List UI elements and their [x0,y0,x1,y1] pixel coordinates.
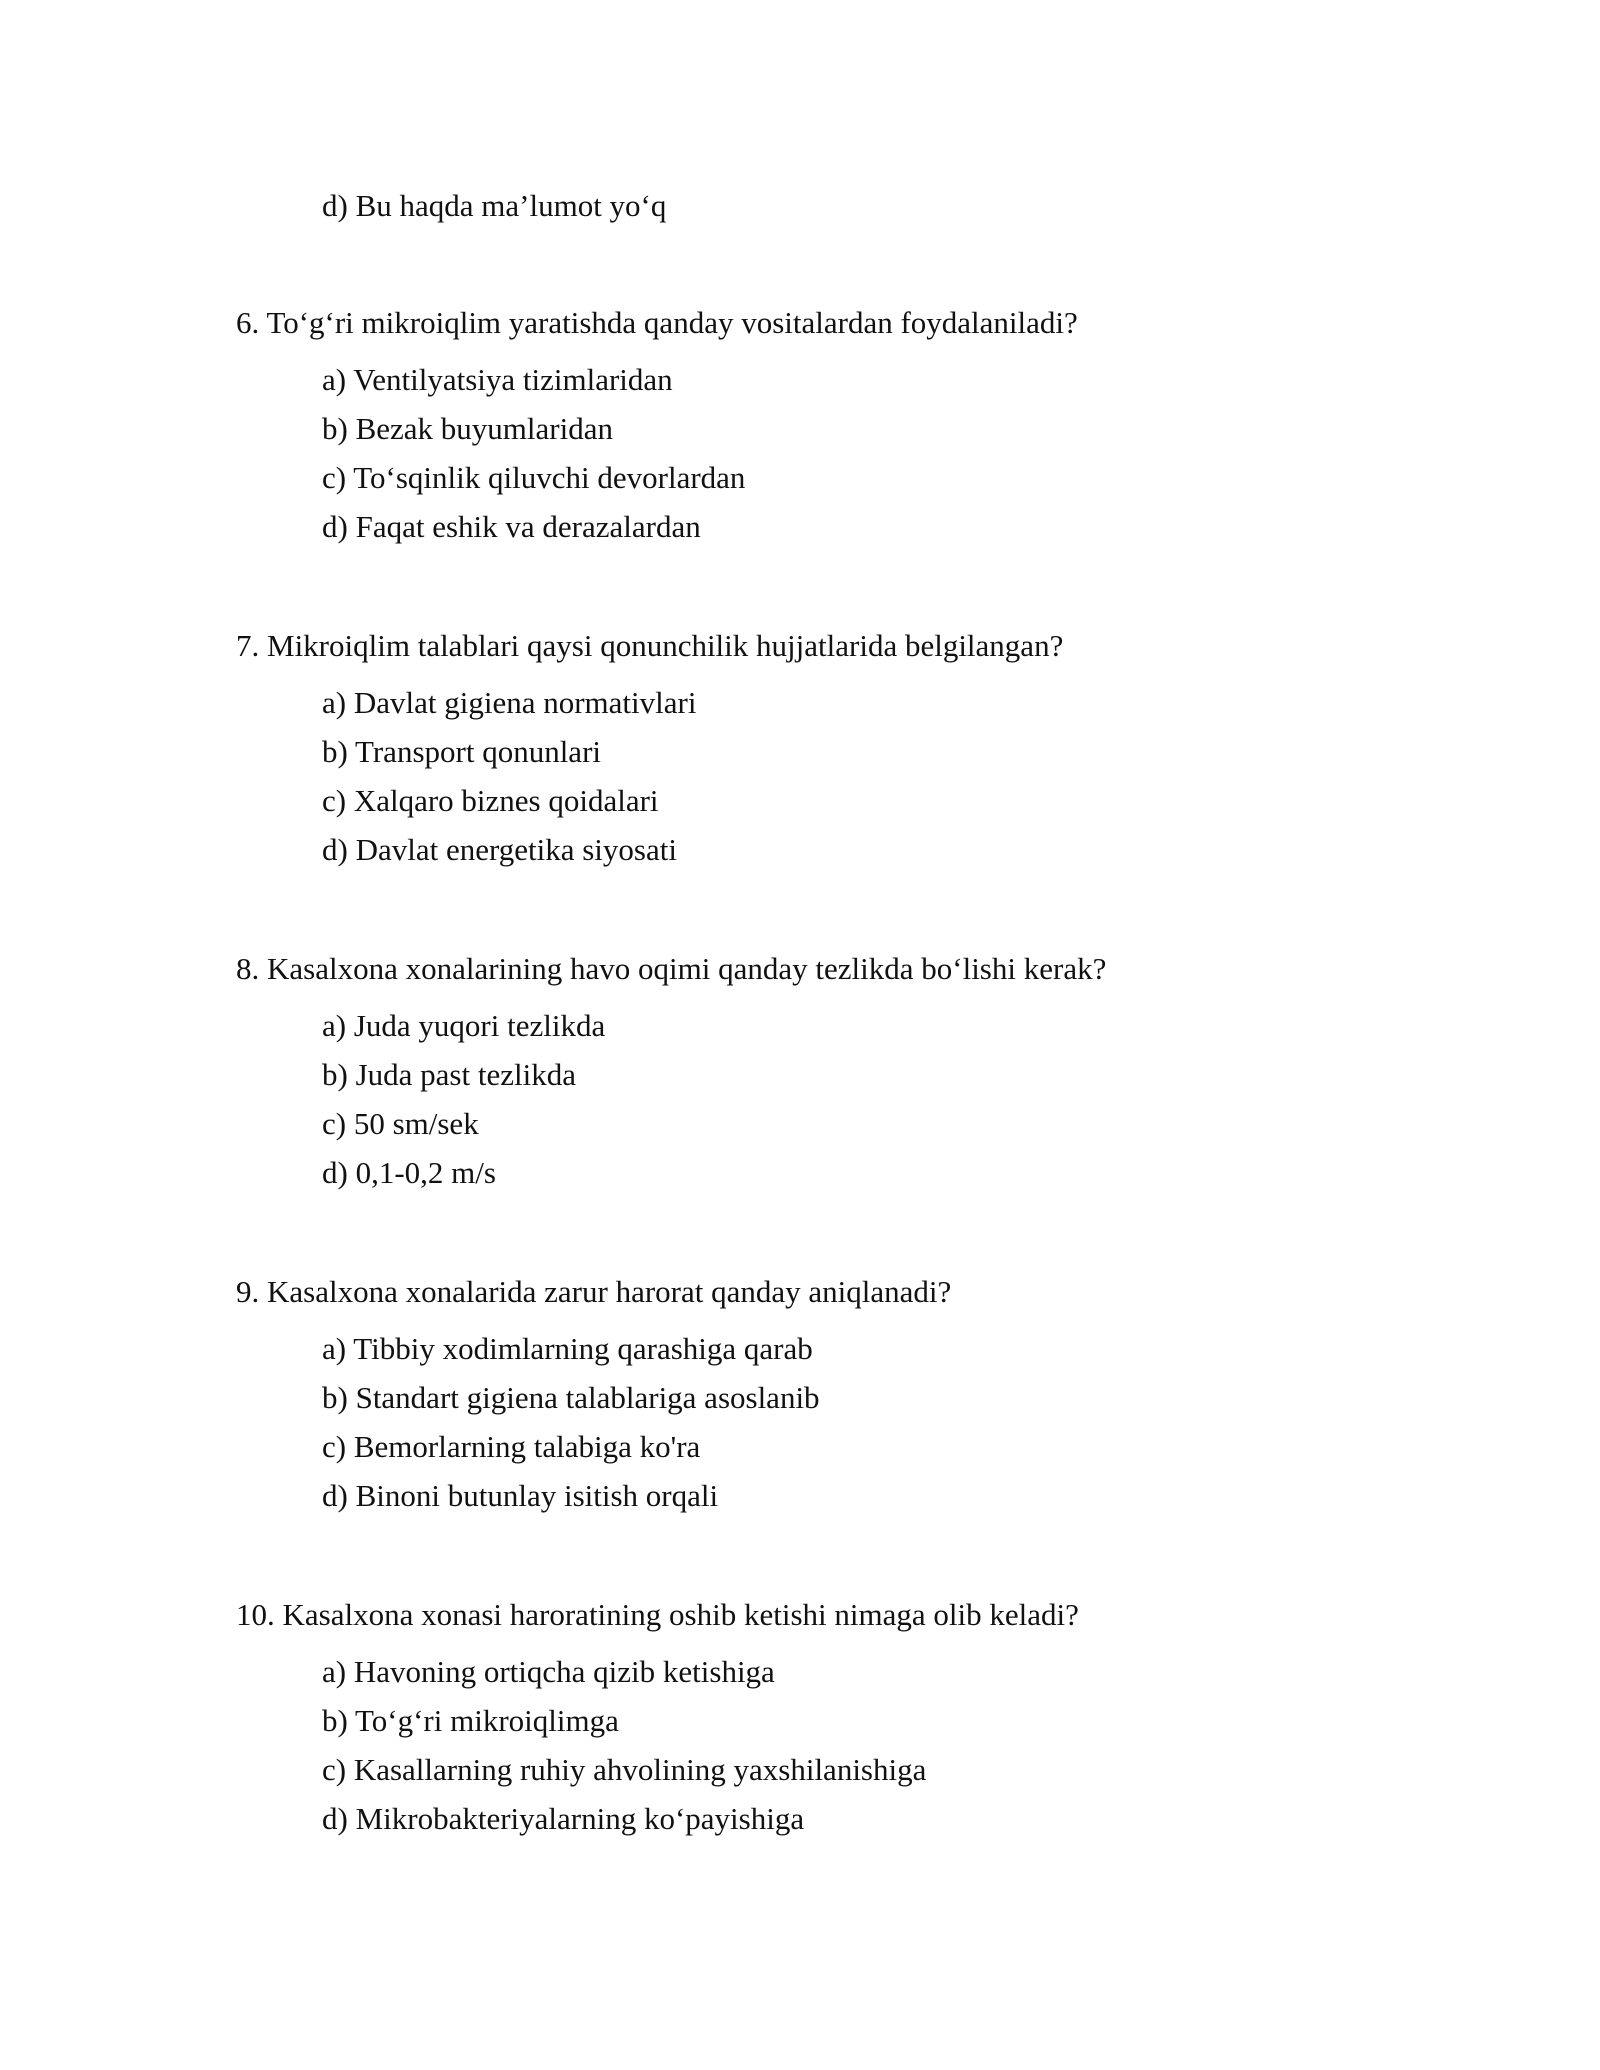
question-6-option-d: d) Faqat eshik va derazalardan [322,509,701,544]
question-6: 6. To‘g‘ri mikroiqlim yaratishda qanday vositalardan foydalaniladi? [236,305,1078,340]
question-9: 9. Kasalxona xonalarida zarur harorat qanday aniqlanadi? [236,1274,952,1309]
question-10-option-a: a) Havoning ortiqcha qizib ketishiga [322,1654,775,1689]
question-7-option-d: d) Davlat energetika siyosati [322,832,677,867]
question-9-option-a: a) Tibbiy xodimlarning qarashiga qarab [322,1331,813,1366]
question-7-option-a: a) Davlat gigiena normativlari [322,685,697,720]
question-10-option-c: c) Kasallarning ruhiy ahvolining yaxshilanishiga [322,1752,927,1787]
question-8: 8. Kasalxona xonalarining havo oqimi qanday tezlikda bo‘lishi kerak? [236,951,1107,986]
question-8-option-b: b) Juda past tezlikda [322,1057,576,1092]
question-9-option-c: c) Bemorlarning talabiga ko'ra [322,1429,701,1464]
question-7-option-b: b) Transport qonunlari [322,734,601,769]
question-6-option-a: a) Ventilyatsiya tizimlaridan [322,362,673,397]
question-7: 7. Mikroiqlim talablari qaysi qonunchilik hujjatlarida belgilangan? [236,628,1064,663]
question-10-option-b: b) To‘g‘ri mikroiqlimga [322,1703,619,1738]
question-8-option-a: a) Juda yuqori tezlikda [322,1008,606,1043]
question-9-option-d: d) Binoni butunlay isitish orqali [322,1478,719,1513]
question-10-option-d: d) Mikrobakteriyalarning ko‘payishiga [322,1801,805,1836]
question-6-option-c: c) To‘sqinlik qiluvchi devorlardan [322,460,746,495]
question-8-option-c: c) 50 sm/sek [322,1106,479,1141]
question-7-option-c: c) Xalqaro biznes qoidalari [322,783,659,818]
question-6-option-b: b) Bezak buyumlaridan [322,411,613,446]
question-9-option-b: b) Standart gigiena talablariga asoslanib [322,1380,820,1415]
carryover-option: d) Bu haqda ma’lumot yo‘q [322,188,667,223]
question-10: 10. Kasalxona xonasi haroratining oshib ketishi nimaga olib keladi? [236,1597,1079,1632]
question-8-option-d: d) 0,1-0,2 m/s [322,1155,496,1190]
